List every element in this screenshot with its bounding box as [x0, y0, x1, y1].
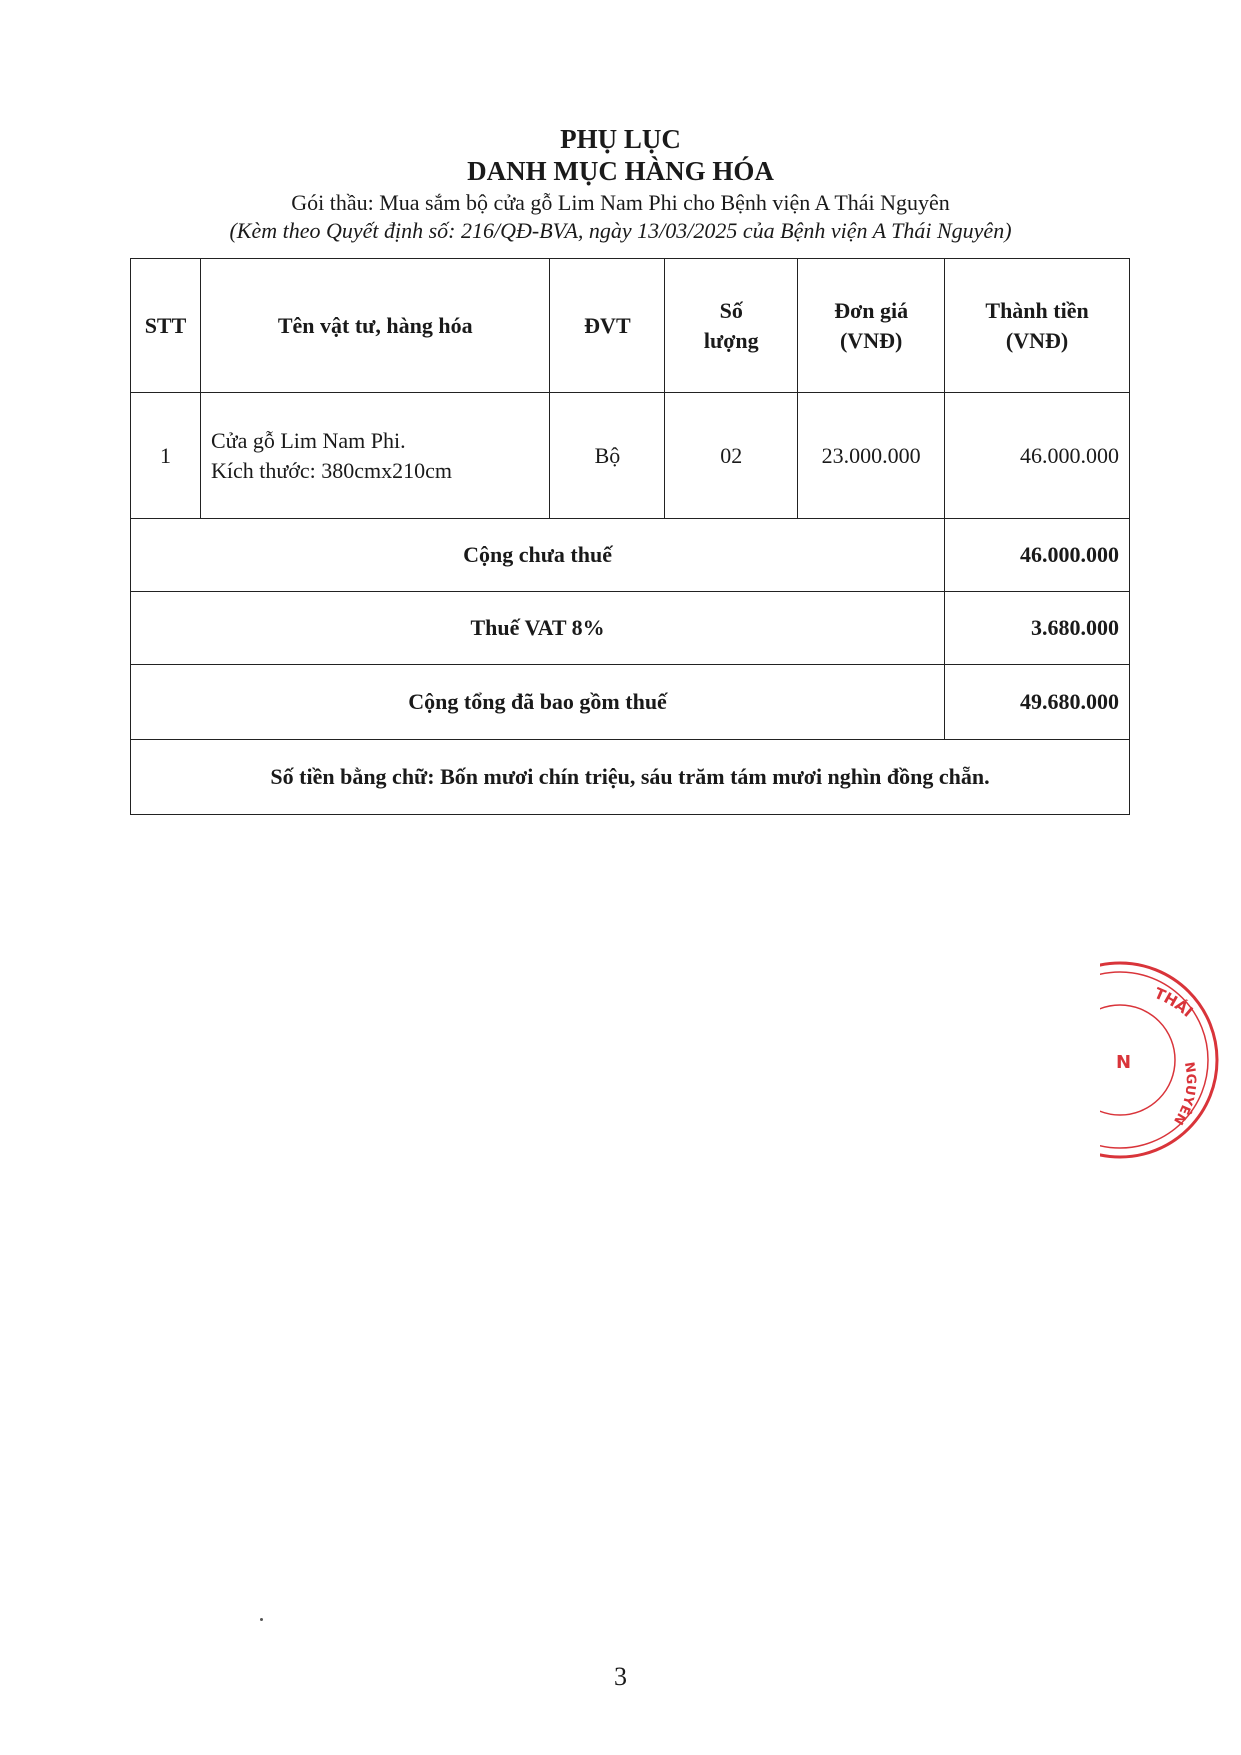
amount-in-words-row: [131, 740, 1130, 815]
header-stt: STT: [131, 259, 201, 393]
header-quantity-line2: lượng: [703, 327, 759, 353]
appendix-title: PHỤ LỤC: [560, 124, 681, 154]
cell-unit: Bộ: [550, 393, 665, 519]
goods-list-title: DANH MỤC HÀNG HÓA: [467, 156, 774, 186]
decision-note: (Kèm theo Quyết định số: 216/QĐ-BVA, ngày 13/03/2025 của Bệnh viện A Thái Nguyên): [229, 218, 1012, 243]
header-quantity: [665, 259, 798, 393]
cell-item-name: [200, 393, 550, 519]
cell-stt: 1: [131, 393, 201, 519]
header-unit-price-line2: (VNĐ): [839, 327, 903, 353]
header-item-name: Tên vật tư, hàng hóa: [200, 259, 550, 393]
header-quantity-line1: Số: [719, 297, 743, 323]
scan-speck: [260, 1618, 263, 1621]
header-amount-line2: (VNĐ): [1005, 327, 1069, 353]
stamp-text-top: THÁI: [1151, 984, 1197, 1021]
cell-unit-price: 23.000.000: [798, 393, 945, 519]
page-number: 3: [614, 1662, 627, 1691]
subtotal-row: [131, 519, 1130, 592]
header-unit-price-line1: Đơn giá: [834, 297, 909, 323]
header-unit-price: [798, 259, 945, 393]
total-row: [131, 665, 1130, 740]
red-seal-stamp-icon: [1100, 960, 1241, 1160]
header-unit: ĐVT: [550, 259, 665, 393]
subtotal-value: 46.000.000: [945, 519, 1130, 592]
table-row: [131, 393, 1130, 519]
total-label: Cộng tổng đã bao gồm thuế: [131, 665, 945, 740]
vat-label: Thuế VAT 8%: [131, 592, 945, 665]
total-value: 49.680.000: [945, 665, 1130, 740]
goods-table: [130, 258, 1130, 815]
package-subtitle: Gói thầu: Mua sắm bộ cửa gỗ Lim Nam Phi cho Bệnh viện A Thái Nguyên: [291, 190, 950, 215]
header-amount-line1: Thành tiền: [985, 297, 1089, 323]
vat-row: [131, 592, 1130, 665]
header-amount: [945, 259, 1130, 393]
vat-value: 3.680.000: [945, 592, 1130, 665]
cell-quantity: 02: [665, 393, 798, 519]
item-name-line2: Kích thước: 380cmx210cm: [210, 457, 453, 483]
stamp-text-side: NGUYÊN: [1170, 1060, 1198, 1128]
amount-in-words: Số tiền bằng chữ: Bốn mươi chín triệu, sáu trăm tám mươi nghìn đồng chẵn.: [131, 740, 1130, 815]
stamp-text-center: N: [1116, 1052, 1132, 1073]
subtotal-label: Cộng chưa thuế: [131, 519, 945, 592]
table-header-row: [131, 259, 1130, 393]
item-name-line1: Cửa gỗ Lim Nam Phi.: [210, 427, 406, 453]
cell-amount: 46.000.000: [945, 393, 1130, 519]
svg-text:THÁI: [1152, 984, 1197, 1021]
